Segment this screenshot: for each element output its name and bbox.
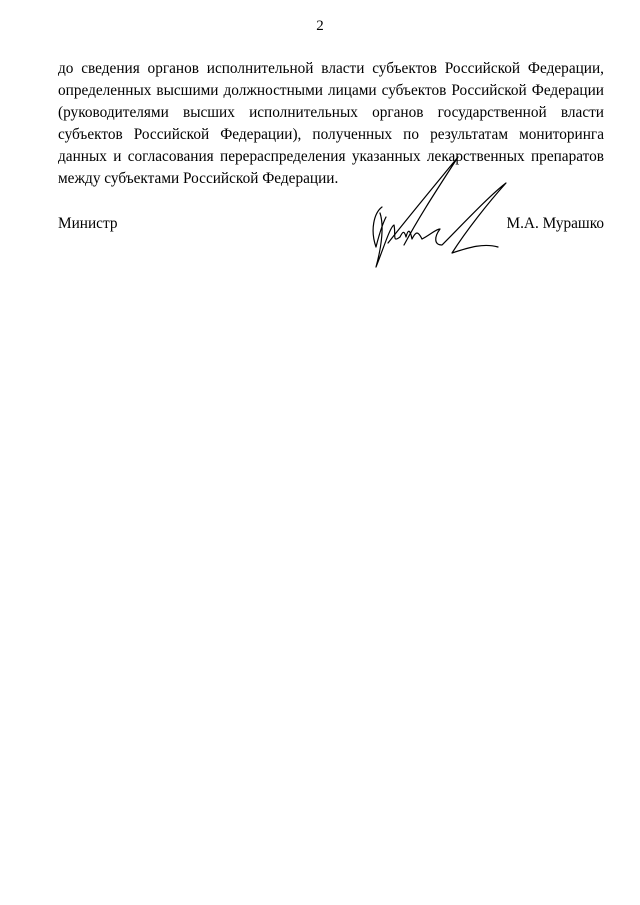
paragraph-line: определенных высшими должностными лицами субъектов Российской Федерации <box>58 82 604 99</box>
page-number: 2 <box>316 18 324 34</box>
paragraph-line: между субъектами Российской Федерации. <box>58 170 339 187</box>
paragraph-line: до сведения органов исполнительной власти субъектов Российской Федерации, <box>58 60 604 77</box>
signatory-position: Министр <box>58 215 118 232</box>
paragraph-line: (руководителями высших исполнительных органов государственной власти <box>58 104 604 121</box>
handwritten-signature <box>360 155 520 275</box>
paragraph-line: данных и согласования перераспределения указанных лекарственных препаратов <box>58 148 604 165</box>
paragraph-line: субъектов Российской Федерации), полученных по результатам мониторинга <box>58 126 604 143</box>
signatory-name: М.А. Мурашко <box>506 215 604 232</box>
body-paragraph <box>58 58 604 190</box>
